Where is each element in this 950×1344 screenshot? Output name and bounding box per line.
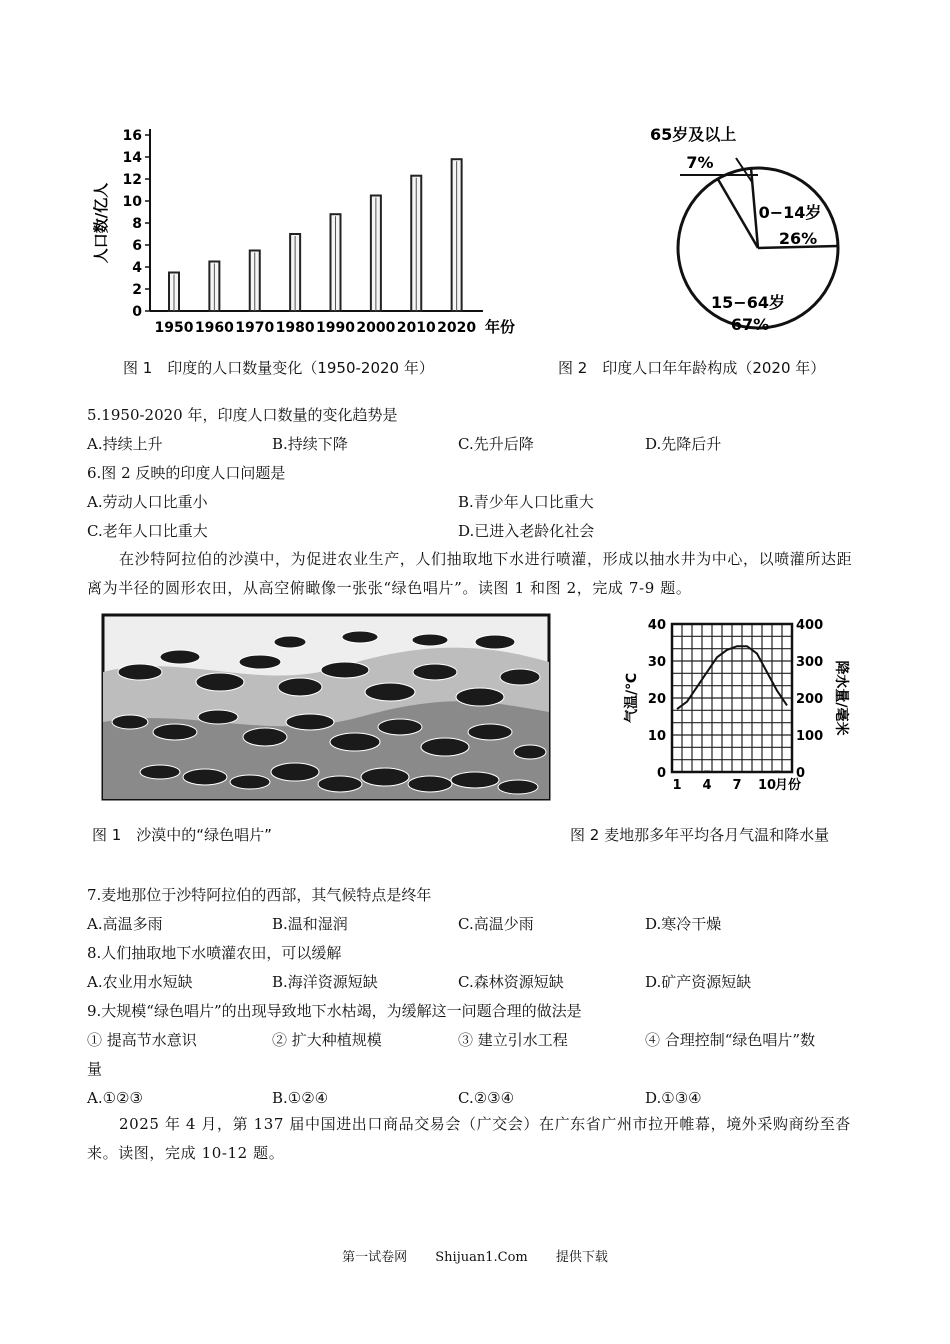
circular-field: [456, 688, 504, 706]
q6-option-c: C.老年人口比重大: [87, 522, 208, 540]
climate-chart: [622, 612, 852, 802]
circular-field: [408, 776, 452, 792]
y-tick-label: 8: [132, 216, 142, 232]
q7-option-a: A.高温多雨: [87, 915, 163, 933]
q8-option-a: A.农业用水短缺: [87, 973, 193, 991]
y-axis-label: 人口数/亿人: [92, 182, 110, 264]
pie-slice-label: 0−14岁: [758, 203, 822, 222]
q9-item-3: ③ 建立引水工程: [458, 1031, 568, 1049]
figure-caption-climate: 图 2 麦地那多年平均各月气温和降水量: [570, 826, 830, 844]
x-tick-label: 1980: [275, 320, 315, 336]
circular-field: [183, 769, 227, 785]
question-7-stem: 7.麦地那位于沙特阿拉伯的西部，其气候特点是终年: [87, 886, 432, 904]
q9-option-d: D.①③④: [645, 1089, 702, 1107]
q7-option-d: D.寒冷干燥: [645, 915, 722, 933]
precipitation-tick-label: 200: [796, 692, 824, 707]
circular-field: [286, 714, 334, 730]
footer-download-text: 提供下载: [555, 1250, 608, 1265]
figure-caption-population: 图 1 印度的人口数量变化（1950-2020 年）: [123, 359, 434, 377]
circular-field: [278, 678, 322, 696]
circular-field: [475, 635, 515, 649]
figure-caption-age: 图 2 印度人口年年龄构成（2020 年）: [558, 359, 826, 377]
pie-slice-percent: 67%: [730, 315, 770, 334]
pie-slice-label: 15−64岁: [711, 293, 785, 312]
month-tick-label: 10: [757, 778, 777, 793]
month-tick-label: 1: [672, 778, 682, 793]
question-8-stem: 8.人们抽取地下水喷灌农田，可以缓解: [87, 944, 342, 962]
circular-field: [500, 669, 540, 685]
circular-field: [153, 724, 197, 740]
x-axis-label: 年份: [485, 318, 516, 336]
x-tick-label: 1960: [194, 320, 234, 336]
circular-field: [112, 715, 148, 729]
circular-field: [274, 636, 306, 648]
population-bar-chart: [88, 115, 548, 340]
q5-option-b: B.持续下降: [272, 435, 348, 453]
pie-slice-label: 65岁及以上: [650, 125, 737, 144]
q9-item-4-continued: 量: [87, 1060, 103, 1078]
x-tick-label: 1950: [154, 320, 194, 336]
figure-caption-desert: 图 1 沙漠中的“绿色唱片”: [92, 826, 272, 844]
circular-field: [412, 634, 448, 646]
precipitation-axis-label: 降水量/毫米: [833, 660, 849, 736]
q8-option-b: B.海洋资源短缺: [272, 973, 378, 991]
y-tick-label: 14: [122, 150, 142, 166]
q9-item-1: ① 提高节水意识: [87, 1031, 197, 1049]
pie-slice-percent: 26%: [778, 229, 818, 248]
circular-field: [361, 768, 409, 786]
circular-field: [365, 683, 415, 701]
circular-field: [451, 772, 499, 788]
circular-field: [239, 655, 281, 669]
precipitation-bar: [674, 771, 680, 772]
precipitation-bar: [774, 771, 780, 772]
q9-item-2: ② 扩大种植规模: [272, 1031, 382, 1049]
y-tick-label: 4: [132, 260, 142, 276]
precipitation-tick-label: 300: [796, 655, 824, 670]
circular-field: [378, 719, 422, 735]
q6-option-a: A.劳动人口比重小: [87, 493, 208, 511]
temperature-axis-label: 气温/℃: [624, 672, 640, 724]
q8-option-c: C.森林资源短缺: [458, 973, 564, 991]
q7-option-b: B.温和湿润: [272, 915, 348, 933]
x-tick-label: 1990: [316, 320, 355, 336]
precipitation-bar: [694, 771, 700, 772]
intro-paragraph-canton-fair: 2025 年 4 月，第 137 届中国进出口商品交易会（广交会）在广东省广州市拉开帷幕，境外采购商纷至沓来。读图，完成 10-12 题。: [87, 1115, 851, 1162]
circular-field: [342, 631, 378, 643]
precipitation-bar: [784, 771, 790, 772]
y-tick-label: 10: [122, 194, 142, 210]
temperature-tick-label: 20: [647, 692, 666, 707]
circular-field: [498, 780, 538, 794]
q5-option-c: C.先升后降: [458, 435, 534, 453]
footer-site-name: 第一试卷网: [342, 1250, 408, 1265]
q9-option-c: C.②③④: [458, 1089, 515, 1107]
q5-option-a: A.持续上升: [87, 435, 163, 453]
q7-option-c: C.高温少雨: [458, 915, 534, 933]
month-tick-label: 4: [702, 778, 712, 793]
question-6-stem: 6.图 2 反映的印度人口问题是: [87, 464, 286, 482]
circular-field: [321, 662, 369, 678]
circular-field: [140, 765, 180, 779]
circular-field: [230, 775, 270, 789]
circular-field: [514, 745, 546, 759]
y-tick-label: 6: [132, 238, 142, 254]
q9-option-b: B.①②④: [272, 1089, 329, 1107]
q9-option-a: A.①②③: [87, 1089, 143, 1107]
q6-option-d: D.已进入老龄化社会: [458, 522, 595, 540]
y-tick-label: 2: [132, 282, 142, 298]
footer-site-url[interactable]: Shijuan1.Com: [435, 1250, 528, 1265]
question-5-stem: 5.1950-2020 年，印度人口数量的变化趋势是: [87, 406, 398, 424]
temperature-tick-label: 0: [656, 766, 666, 781]
circular-field: [118, 664, 162, 680]
circular-field: [318, 776, 362, 792]
temperature-tick-label: 10: [647, 729, 666, 744]
x-tick-label: 2000: [356, 320, 396, 336]
precipitation-tick-label: 400: [796, 618, 824, 633]
q9-item-4: ④ 合理控制“绿色唱片”数: [645, 1031, 816, 1049]
q6-option-b: B.青少年人口比重大: [458, 493, 594, 511]
intro-paragraph-saudi: 在沙特阿拉伯的沙漠中，为促进农业生产，人们抽取地下水进行喷灌，形成以抽水井为中心，以喷灌所达距离为半径的圆形农田，从高空俯瞰像一张张“绿色唱片”。读图 1 和图 2，完成 7-9 题。: [87, 550, 853, 597]
q8-option-d: D.矿产资源短缺: [645, 973, 752, 991]
desert-green-records-image: [100, 612, 552, 802]
age-pie-chart: [640, 118, 870, 343]
circular-field: [468, 724, 512, 740]
x-tick-label: 2020: [437, 320, 477, 336]
precipitation-bar: [704, 771, 710, 772]
circular-field: [421, 738, 469, 756]
x-tick-label: 1970: [235, 320, 275, 336]
question-9-stem: 9.大规模“绿色唱片”的出现导致地下水枯竭，为缓解这一问题合理的做法是: [87, 1002, 582, 1020]
circular-field: [271, 763, 319, 781]
circular-field: [330, 733, 380, 751]
precipitation-bar: [714, 771, 720, 772]
circular-field: [413, 664, 457, 680]
q5-option-d: D.先降后升: [645, 435, 722, 453]
circular-field: [198, 710, 238, 724]
y-tick-label: 12: [122, 172, 142, 188]
x-tick-label: 2010: [396, 320, 436, 336]
y-tick-label: 16: [122, 128, 142, 144]
y-tick-label: 0: [132, 304, 142, 320]
month-tick-label: 7: [732, 778, 742, 793]
precipitation-tick-label: 100: [796, 729, 824, 744]
circular-field: [243, 728, 287, 746]
pie-slice-percent: 7%: [686, 153, 714, 172]
month-unit-label: 月份: [775, 778, 802, 793]
temperature-tick-label: 30: [647, 655, 666, 670]
circular-field: [196, 673, 244, 691]
page-footer: [0, 1246, 950, 1265]
circular-field: [160, 650, 200, 664]
precipitation-tick-label: 0: [796, 766, 806, 781]
temperature-tick-label: 40: [647, 618, 666, 633]
